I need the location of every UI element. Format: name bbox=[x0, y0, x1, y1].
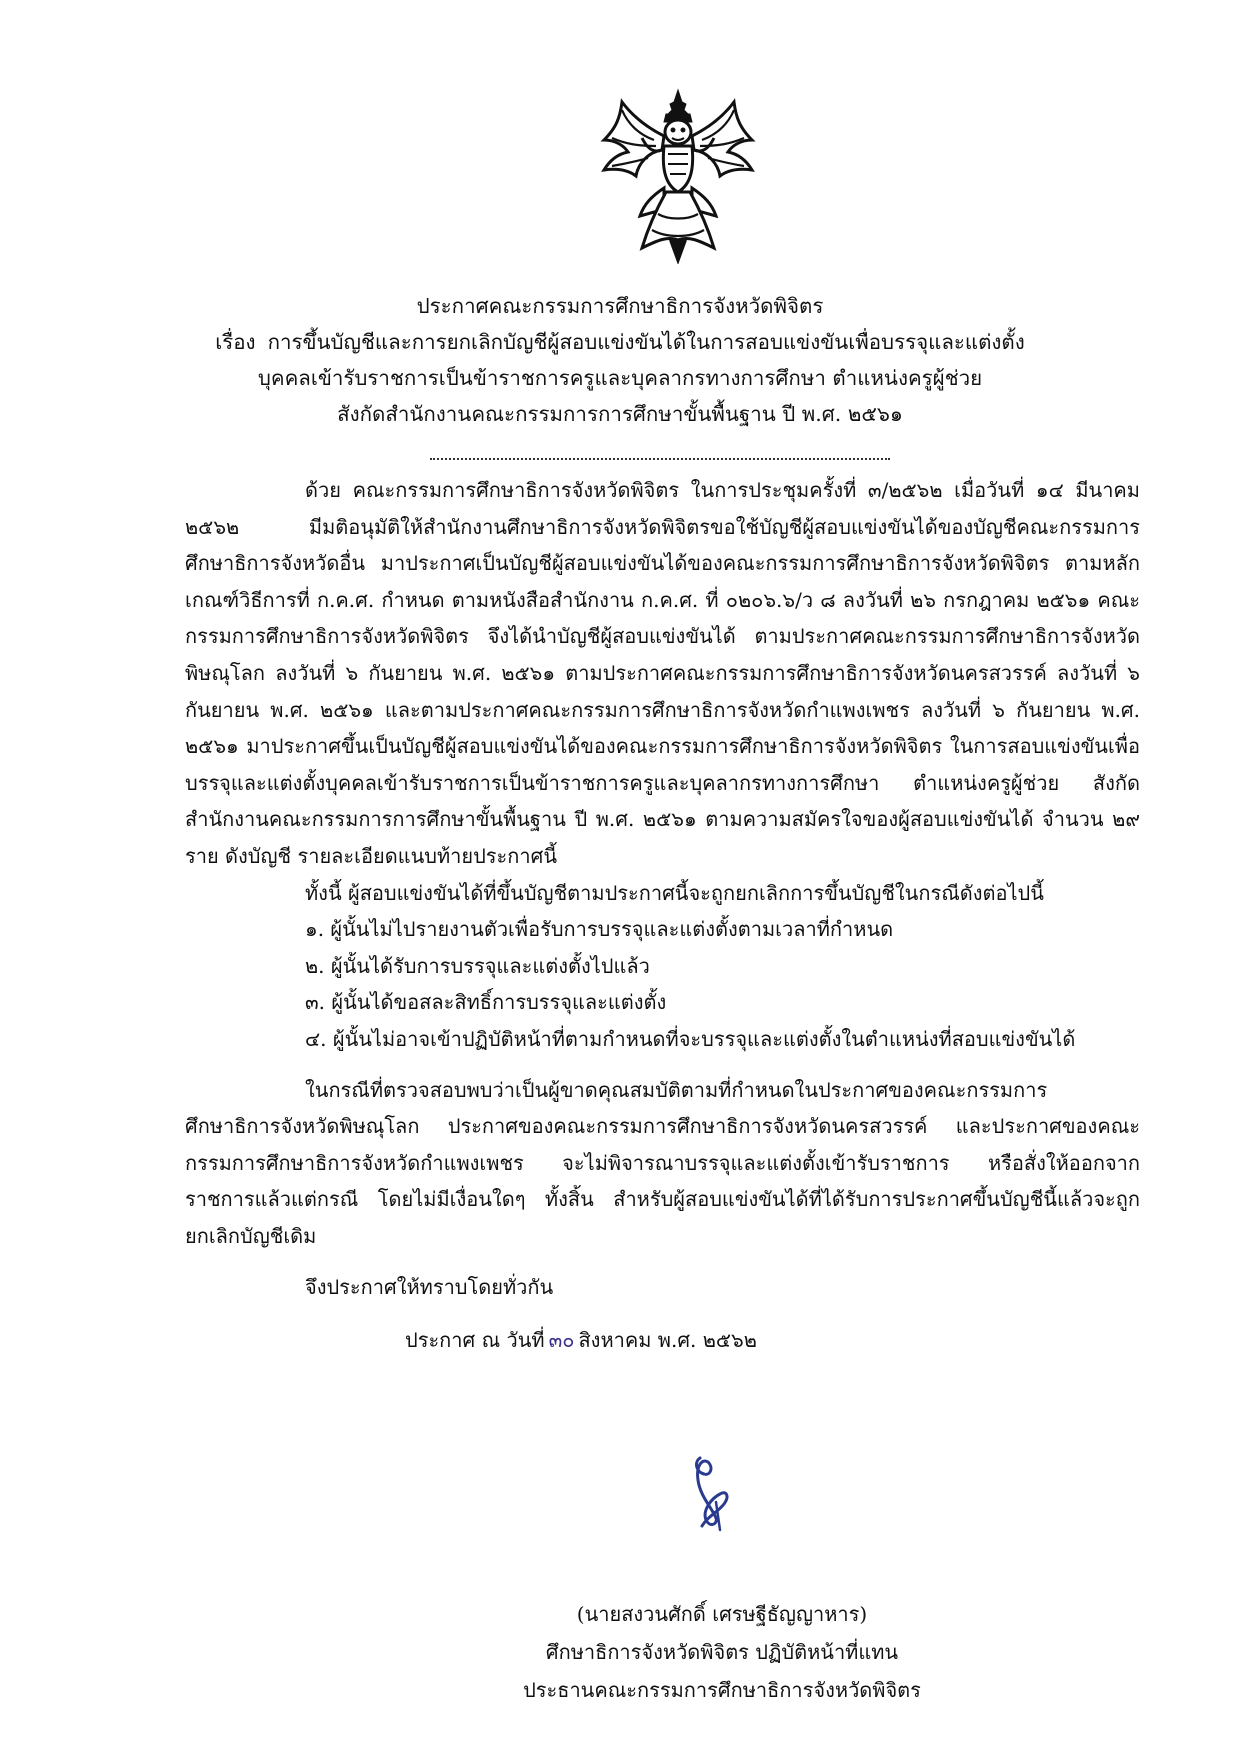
conditions-intro: ทั้งนี้ ผู้สอบแข่งขันได้ที่ขึ้นบัญชีตามประกาศนี้จะถูกยกเลิกการขึ้นบัญชีในกรณีดังต่อไปนี้ bbox=[305, 880, 1044, 905]
condition-item: ๔. ผู้นั้นไม่อาจเข้าปฏิบัติหน้าที่ตามกำหนดที่จะบรรจุและแต่งตั้งในตำแหน่งที่สอบแข่งขันได้ bbox=[305, 1026, 1076, 1051]
disqualification-paragraph: ในกรณีที่ตรวจสอบพบว่าเป็นผู้ขาดคุณสมบัติตามที่กำหนดในประกาศของคณะกรรมการศึกษาธิการจังหวัดพิษณุโลก ประกาศของคณะกรรมการศึกษาธิการจังหวัดนครสวรรค์ และประกาศของคณะกรรมการศึกษาธิการจังหวัดกำแพงเพชร จะไม่พิจารณาบรรจุและแต่งตั้งเข้ารับราชการ หรือสั่งให้ออกจากราชการแล้วแต่กรณี โดยไม่มีเงื่อนใดๆ ทั้งสิ้น สำหรับผู้สอบแข่งขันได้ที่ได้รับการประกาศขึ้นบัญชีนี้แล้วจะถูกยกเลิกบัญชีเดิม bbox=[185, 1077, 1140, 1248]
announcement-heading bbox=[0, 288, 1240, 432]
condition-item: ๑. ผู้นั้นไม่ไปรายงานตัวเพื่อรับการบรรจุและแต่งตั้งตามเวลาที่กำหนด bbox=[305, 917, 894, 942]
subject-text-1: การขึ้นบัญชีและการยกเลิกบัญชีผู้สอบแข่งขันได้ในการสอบแข่งขันเพื่อบรรจุและแต่งตั้ง bbox=[267, 330, 1025, 354]
subject-label: เรื่อง bbox=[215, 330, 256, 354]
signer-name: (นายสงวนศักดิ์ เศรษฐีธัญญาหาร) bbox=[576, 1602, 868, 1626]
conditions-list bbox=[185, 911, 1140, 1057]
announcement-body bbox=[185, 472, 1140, 1359]
subject-line-1 bbox=[0, 324, 1240, 360]
main-paragraph: ด้วย คณะกรรมการศึกษาธิการจังหวัดพิจิตร ในการประชุมครั้งที่ ๓/๒๕๖๒ เมื่อวันที่ ๑๔ มีนาคม ๒๕๖๒ มีมติอนุมัติให้สำนักงานศึกษาธิการจังหวัดพิจิตรขอใช้บัญชีผู้สอบแข่งขันได้ของบัญชีคณะกรรมการศึกษาธิการจังหวัดอื่น มาประกาศเป็นบัญชีผู้สอบแข่งขันได้ของคณะกรรมการศึกษาธิการจังหวัดพิจิตร ตามหลักเกณฑ์วิธีการที่ ก.ค.ศ. กำหนด ตามหนังสือสำนักงาน ก.ค.ศ. ที่ ๐๒๐๖.๖/ว ๘ ลงวันที่ ๒๖ กรกฎาคม ๒๕๖๑ คณะกรรมการศึกษาธิการจังหวัดพิจิตร จึงได้นำบัญชีผู้สอบแข่งขันได้ ตามประกาศคณะกรรมการศึกษาธิการจังหวัดพิษณุโลก ลงวันที่ ๖ กันยายน พ.ศ. ๒๕๖๑ ตามประกาศคณะกรรมการศึกษาธิการจังหวัดนครสวรรค์ ลงวันที่ ๖ กันยายน พ.ศ. ๒๕๖๑ และตามประกาศคณะกรรมการศึกษาธิการจังหวัดกำแพงเพชร ลงวันที่ ๖ กันยายน พ.ศ. ๒๕๖๑ มาประกาศขึ้นเป็นบัญชีผู้สอบแข่งขันได้ของคณะกรรมการศึกษาธิการจังหวัดพิจิตร ในการสอบแข่งขันเพื่อบรรจุและแต่งตั้งบุคคลเข้ารับราชการเป็นข้าราชการครูและบุคลากรทางการศึกษา ตำแหน่งครูผู้ช่วย สังกัดสำนักงานคณะกรรมการการศึกษาขั้นพื้นฐาน ปี พ.ศ. ๒๕๖๑ ตามความสมัครใจของผู้สอบแข่งขันได้ จำนวน ๒๙ ราย ดังบัญชี รายละเอียดแนบท้ายประกาศนี้ bbox=[185, 478, 1140, 868]
subject-line-2: บุคคลเข้ารับราชการเป็นข้าราชการครูและบุคลากรทางการศึกษา ตำแหน่งครูผู้ช่วย bbox=[257, 366, 983, 390]
signer-block bbox=[392, 1595, 1052, 1709]
date-month-year: สิงหาคม พ.ศ. ๒๕๖๒ bbox=[578, 1328, 757, 1353]
date-day: ๓๐ bbox=[548, 1328, 575, 1353]
announcement-date bbox=[185, 1322, 1140, 1359]
garuda-emblem-icon bbox=[598, 88, 758, 264]
announcement-title: ประกาศคณะกรรมการศึกษาธิการจังหวัดพิจิตร bbox=[416, 294, 824, 318]
subject-line-3: สังกัดสำนักงานคณะกรรมการการศึกษาขั้นพื้นฐาน ปี พ.ศ. ๒๕๖๑ bbox=[337, 402, 903, 426]
dotted-divider bbox=[430, 458, 890, 460]
condition-item: ๓. ผู้นั้นได้ขอสละสิทธิ์การบรรจุและแต่งตั้ง bbox=[305, 990, 667, 1015]
date-prefix: ประกาศ ณ วันที่ bbox=[405, 1328, 545, 1353]
closing-statement: จึงประกาศให้ทราบโดยทั่วกัน bbox=[305, 1275, 554, 1300]
signer-position-2: ประธานคณะกรรมการศึกษาธิการจังหวัดพิจิตร bbox=[523, 1678, 921, 1702]
signer-position-1: ศึกษาธิการจังหวัดพิจิตร ปฏิบัติหน้าที่แทน bbox=[545, 1640, 899, 1664]
handwritten-signature-icon bbox=[672, 1450, 742, 1535]
condition-item: ๒. ผู้นั้นได้รับการบรรจุและแต่งตั้งไปแล้ว bbox=[305, 953, 650, 978]
